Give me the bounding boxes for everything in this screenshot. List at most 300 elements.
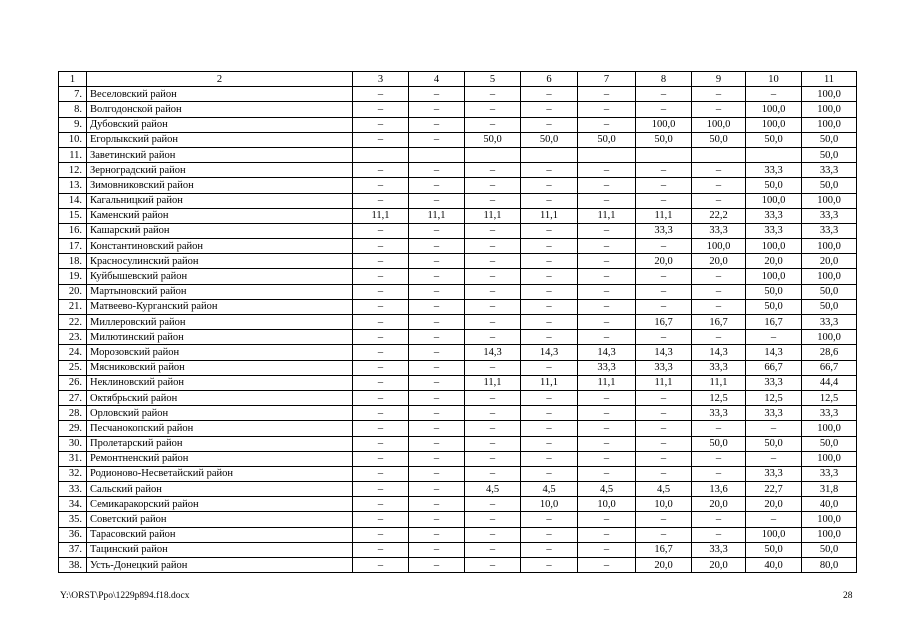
value-cell: – [465,299,521,314]
value-cell: – [465,239,521,254]
value-cell: – [409,558,465,573]
value-cell: – [409,223,465,238]
value-cell: 14,3 [578,345,636,360]
value-cell: – [353,360,409,375]
value-cell: – [521,466,578,481]
value-cell: 16,7 [746,315,802,330]
value-cell: – [353,284,409,299]
value-cell: – [465,269,521,284]
value-cell: 100,0 [746,193,802,208]
value-cell: 20,0 [636,254,692,269]
table-row [59,117,857,132]
value-cell: 100,0 [802,527,857,542]
value-cell: – [521,163,578,178]
table-row [59,421,857,436]
value-cell: 33,3 [802,406,857,421]
value-cell: – [578,284,636,299]
row-number-cell: 17. [59,239,87,254]
value-cell: – [578,87,636,102]
value-cell: – [636,178,692,193]
table-row [59,527,857,542]
row-number-cell: 22. [59,315,87,330]
value-cell: 4,5 [578,482,636,497]
value-cell: – [521,451,578,466]
value-cell: – [465,330,521,345]
value-cell: 100,0 [802,239,857,254]
value-cell: – [692,87,746,102]
value-cell: 66,7 [802,360,857,375]
value-cell: – [636,406,692,421]
value-cell: – [692,102,746,117]
value-cell: 50,0 [802,147,857,162]
district-name-cell: Семикаракорский район [87,497,353,512]
value-cell: – [578,406,636,421]
row-number-cell: 38. [59,558,87,573]
value-cell: 20,0 [802,254,857,269]
value-cell: – [353,512,409,527]
value-cell: 100,0 [802,269,857,284]
table-row [59,406,857,421]
value-cell: 50,0 [802,299,857,314]
table-row [59,436,857,451]
value-cell [746,147,802,162]
value-cell: – [521,436,578,451]
value-cell: 100,0 [746,117,802,132]
value-cell: 50,0 [521,132,578,147]
value-cell: – [465,451,521,466]
value-cell: 50,0 [802,132,857,147]
value-cell: – [578,527,636,542]
district-name-cell: Волгодонской район [87,102,353,117]
value-cell: 14,3 [465,345,521,360]
district-name-cell: Миллеровский район [87,315,353,330]
value-cell: 4,5 [465,482,521,497]
value-cell: 33,3 [746,208,802,223]
value-cell: – [409,193,465,208]
district-name-cell: Сальский район [87,482,353,497]
table-row [59,269,857,284]
value-cell: – [521,254,578,269]
value-cell: 66,7 [746,360,802,375]
value-cell: 10,0 [578,497,636,512]
value-cell: 50,0 [692,132,746,147]
value-cell: – [692,299,746,314]
value-cell: – [521,360,578,375]
value-cell: 4,5 [636,482,692,497]
value-cell: 12,5 [692,390,746,405]
table-row [59,254,857,269]
value-cell: 100,0 [746,527,802,542]
value-cell: – [465,178,521,193]
value-cell: 11,1 [636,208,692,223]
table-row [59,299,857,314]
column-header: 9 [692,72,746,87]
value-cell [692,147,746,162]
table-row [59,193,857,208]
value-cell: – [465,542,521,557]
row-number-cell: 30. [59,436,87,451]
value-cell: 100,0 [802,512,857,527]
value-cell: – [692,284,746,299]
column-header: 4 [409,72,465,87]
table-row [59,558,857,573]
value-cell: – [746,87,802,102]
table-row [59,315,857,330]
value-cell: – [353,178,409,193]
district-name-cell: Куйбышевский район [87,269,353,284]
value-cell: 50,0 [465,132,521,147]
value-cell: – [636,102,692,117]
value-cell: 50,0 [746,178,802,193]
value-cell: – [353,527,409,542]
value-cell: – [636,527,692,542]
value-cell: – [578,542,636,557]
value-cell: – [636,466,692,481]
value-cell: – [521,239,578,254]
value-cell: 100,0 [802,193,857,208]
table-row [59,512,857,527]
value-cell: – [409,390,465,405]
value-cell: – [353,451,409,466]
value-cell: – [578,512,636,527]
value-cell: – [465,558,521,573]
column-header: 5 [465,72,521,87]
value-cell: – [578,178,636,193]
value-cell: – [521,406,578,421]
value-cell: – [353,466,409,481]
value-cell: 33,3 [746,406,802,421]
value-cell: 11,1 [521,375,578,390]
value-cell: 20,0 [692,497,746,512]
value-cell: – [578,330,636,345]
value-cell: – [692,466,746,481]
value-cell: – [578,269,636,284]
district-name-cell: Каменский район [87,208,353,223]
district-name-cell: Кагальницкий район [87,193,353,208]
value-cell: 100,0 [746,102,802,117]
value-cell: – [578,466,636,481]
column-header: 6 [521,72,578,87]
value-cell: – [578,163,636,178]
value-cell: 33,3 [692,360,746,375]
value-cell: 44,4 [802,375,857,390]
value-cell: 10,0 [636,497,692,512]
value-cell: 11,1 [353,208,409,223]
value-cell: 20,0 [746,497,802,512]
value-cell: – [578,436,636,451]
column-header: 11 [802,72,857,87]
table-row [59,239,857,254]
value-cell: – [692,451,746,466]
value-cell: – [465,284,521,299]
value-cell: – [578,254,636,269]
value-cell: – [409,163,465,178]
value-cell: – [636,421,692,436]
value-cell: – [578,390,636,405]
row-number-cell: 37. [59,542,87,557]
value-cell: 50,0 [636,132,692,147]
row-number-cell: 26. [59,375,87,390]
table-row [59,178,857,193]
value-cell: – [409,451,465,466]
value-cell: – [636,239,692,254]
value-cell: – [521,390,578,405]
page-number: 28 [843,591,853,601]
table-row [59,375,857,390]
value-cell: – [409,436,465,451]
value-cell: 16,7 [636,542,692,557]
value-cell: 33,3 [636,223,692,238]
district-name-cell: Мясниковский район [87,360,353,375]
value-cell: 10,0 [521,497,578,512]
value-cell: – [465,254,521,269]
value-cell [465,147,521,162]
row-number-cell: 10. [59,132,87,147]
table-row [59,284,857,299]
value-cell: 100,0 [802,117,857,132]
district-name-cell: Пролетарский район [87,436,353,451]
table-row [59,482,857,497]
value-cell: 20,0 [746,254,802,269]
value-cell: – [521,527,578,542]
value-cell: – [409,117,465,132]
value-cell: – [465,527,521,542]
value-cell: – [521,117,578,132]
table-row [59,330,857,345]
value-cell: – [521,87,578,102]
value-cell: 20,0 [636,558,692,573]
value-cell: 100,0 [636,117,692,132]
column-header: 3 [353,72,409,87]
value-cell: – [353,406,409,421]
value-cell: 100,0 [692,239,746,254]
value-cell: – [465,163,521,178]
value-cell: 22,2 [692,208,746,223]
value-cell: – [409,315,465,330]
value-cell: 33,3 [802,208,857,223]
value-cell: 33,3 [692,223,746,238]
value-cell: – [692,178,746,193]
value-cell: – [692,330,746,345]
value-cell: – [746,421,802,436]
district-name-cell: Ремонтненский район [87,451,353,466]
row-number-cell: 23. [59,330,87,345]
value-cell: 80,0 [802,558,857,573]
value-cell: – [578,102,636,117]
value-cell: – [692,512,746,527]
value-cell: 50,0 [746,436,802,451]
value-cell: – [521,542,578,557]
table-row [59,542,857,557]
value-cell: – [353,497,409,512]
table-row [59,466,857,481]
value-cell: 12,5 [802,390,857,405]
value-cell: – [636,436,692,451]
value-cell: 33,3 [802,466,857,481]
value-cell: 40,0 [802,497,857,512]
value-cell: 50,0 [802,284,857,299]
value-cell: – [353,87,409,102]
value-cell: – [409,345,465,360]
table-row [59,87,857,102]
value-cell: – [521,315,578,330]
value-cell: – [465,497,521,512]
value-cell: 33,3 [802,223,857,238]
row-number-cell: 12. [59,163,87,178]
value-cell: – [353,269,409,284]
value-cell: 33,3 [746,223,802,238]
value-cell: – [636,390,692,405]
value-cell: – [409,497,465,512]
value-cell: – [409,406,465,421]
district-name-cell: Егорлыкский район [87,132,353,147]
value-cell: – [746,451,802,466]
value-cell: 11,1 [578,375,636,390]
row-number-cell: 36. [59,527,87,542]
value-cell: – [636,451,692,466]
value-cell: – [465,436,521,451]
value-cell: 14,3 [746,345,802,360]
district-name-cell: Кашарский район [87,223,353,238]
row-number-cell: 28. [59,406,87,421]
table-row [59,132,857,147]
row-number-cell: 18. [59,254,87,269]
value-cell: – [409,360,465,375]
value-cell: 11,1 [636,375,692,390]
table-row [59,102,857,117]
value-cell: 28,6 [802,345,857,360]
value-cell: – [521,102,578,117]
value-cell: – [409,330,465,345]
value-cell: 50,0 [746,299,802,314]
value-cell: – [353,223,409,238]
value-cell [578,147,636,162]
row-number-cell: 20. [59,284,87,299]
value-cell: 33,3 [746,375,802,390]
value-cell: – [578,193,636,208]
value-cell: – [353,345,409,360]
value-cell: 100,0 [802,451,857,466]
row-number-cell: 7. [59,87,87,102]
district-name-cell: Советский район [87,512,353,527]
value-cell: 33,3 [692,406,746,421]
column-header: 8 [636,72,692,87]
value-cell: – [578,315,636,330]
value-cell: 50,0 [692,436,746,451]
value-cell: – [353,436,409,451]
value-cell: – [353,315,409,330]
district-name-cell: Тарасовский район [87,527,353,542]
district-name-cell: Константиновский район [87,239,353,254]
value-cell: – [465,193,521,208]
value-cell: 33,3 [746,466,802,481]
row-number-cell: 35. [59,512,87,527]
value-cell: 100,0 [746,269,802,284]
value-cell: – [409,482,465,497]
value-cell: – [353,482,409,497]
value-cell: – [353,102,409,117]
value-cell: – [578,421,636,436]
value-cell: 14,3 [521,345,578,360]
row-number-cell: 15. [59,208,87,223]
table-row [59,163,857,178]
value-cell: – [521,330,578,345]
row-number-cell: 19. [59,269,87,284]
district-name-cell: Песчанокопский район [87,421,353,436]
value-cell: – [636,163,692,178]
district-name-cell: Орловский район [87,406,353,421]
value-cell: – [465,406,521,421]
value-cell: – [521,178,578,193]
value-cell: 33,3 [636,360,692,375]
value-cell: – [353,421,409,436]
row-number-cell: 27. [59,390,87,405]
value-cell: 100,0 [802,102,857,117]
value-cell: 20,0 [692,558,746,573]
value-cell [409,147,465,162]
value-cell: 20,0 [692,254,746,269]
value-cell: – [746,512,802,527]
value-cell: 33,3 [746,163,802,178]
value-cell: – [409,512,465,527]
value-cell: – [409,87,465,102]
district-name-cell: Милютинский район [87,330,353,345]
row-number-cell: 14. [59,193,87,208]
value-cell: 40,0 [746,558,802,573]
table-header-row [59,72,857,87]
value-cell: – [578,223,636,238]
value-cell: – [465,390,521,405]
value-cell: 100,0 [802,87,857,102]
value-cell: 100,0 [692,117,746,132]
value-cell: 16,7 [692,315,746,330]
row-number-cell: 13. [59,178,87,193]
value-cell: – [692,527,746,542]
value-cell: – [578,239,636,254]
value-cell: – [636,299,692,314]
value-cell: – [465,360,521,375]
footer-file-path: Y:\ORST\Ppo\1229p894.f18.docx [60,591,190,601]
value-cell: – [636,330,692,345]
value-cell: 11,1 [409,208,465,223]
column-header: 10 [746,72,802,87]
value-cell: – [353,375,409,390]
value-cell: – [409,284,465,299]
value-cell: 14,3 [692,345,746,360]
value-cell: – [636,284,692,299]
table-body [59,87,857,573]
district-name-cell: Веселовский район [87,87,353,102]
value-cell: – [409,375,465,390]
value-cell: 33,3 [802,163,857,178]
value-cell: – [692,421,746,436]
value-cell: 50,0 [802,178,857,193]
district-name-cell: Дубовский район [87,117,353,132]
district-name-cell: Красносулинский район [87,254,353,269]
value-cell: – [353,117,409,132]
district-name-cell: Зимовниковский район [87,178,353,193]
value-cell: 12,5 [746,390,802,405]
data-table [58,71,857,573]
value-cell: 11,1 [465,375,521,390]
value-cell: 50,0 [802,436,857,451]
value-cell: – [636,269,692,284]
district-name-cell: Тацинский район [87,542,353,557]
value-cell: – [692,269,746,284]
district-name-cell: Усть-Донецкий район [87,558,353,573]
district-name-cell: Родионово-Несветайский район [87,466,353,481]
value-cell: – [578,299,636,314]
